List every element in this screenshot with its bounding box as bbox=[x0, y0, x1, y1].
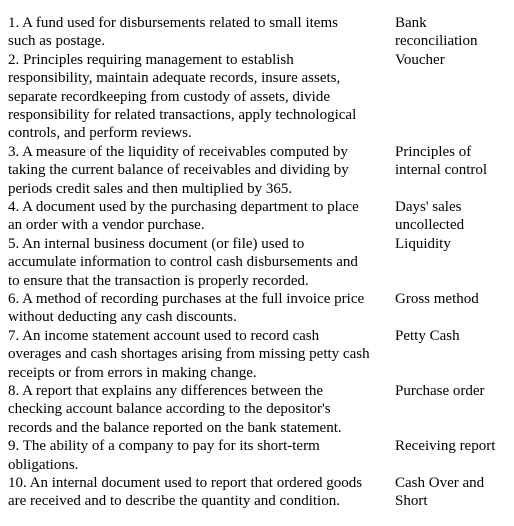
term-8: Purchase order bbox=[395, 382, 485, 399]
definition-8: 8. A report that explains any differences between the checking account balance according to the depositor's records and the balance reported on the bank statement. bbox=[8, 382, 342, 436]
definition-4: 4. A document used by the purchasing department to place an order with a vendor purchase. bbox=[8, 198, 359, 234]
term-4: Days' sales uncollected bbox=[395, 198, 465, 234]
definition-1: 1. A fund used for disbursements related to small items such as postage. bbox=[8, 15, 338, 50]
definition-2: 2. Principles requiring management to establish responsibility, maintain adequate records, insure assets, separate recordkeeping from custody of assets, divide responsibility for related transactions, apply technological controls, and perform reviews. bbox=[8, 51, 357, 142]
definition-5: 5. An internal business document (or file) used to accumulate information to control cash disbursements and to ensure that the transaction is properly recorded. bbox=[8, 235, 358, 289]
definition-6: 6. A method of recording purchases at the full invoice price without deducting any cash discounts. bbox=[8, 290, 365, 326]
terms-column bbox=[395, 14, 512, 511]
definition-9: 9. The ability of a company to pay for its short-term obligations. bbox=[8, 438, 320, 473]
definition-7: 7. An income statement account used to record cash overages and cash shortages arising from missing petty cash receipts or from errors in making change. bbox=[8, 327, 370, 381]
term-7: Petty Cash bbox=[395, 327, 460, 344]
definition-10: 10. An internal document used to report that ordered goods are received and to describe the quantity and condition. bbox=[8, 474, 363, 510]
definition-3: 3. A measure of the liquidity of receivables computed by taking the current balance of receivables and dividing by periods credit sales and then multiplied by 365. bbox=[8, 143, 349, 197]
term-9: Receiving report bbox=[395, 438, 496, 455]
term-2: Voucher bbox=[395, 51, 445, 68]
term-1: Bank reconciliation bbox=[395, 15, 478, 50]
term-10: Cash Over and Short bbox=[395, 474, 485, 510]
term-3: Principles of internal control bbox=[395, 143, 488, 179]
term-5: Liquidity bbox=[395, 235, 451, 252]
term-6: Gross method bbox=[395, 290, 479, 307]
definitions-column bbox=[8, 14, 391, 511]
